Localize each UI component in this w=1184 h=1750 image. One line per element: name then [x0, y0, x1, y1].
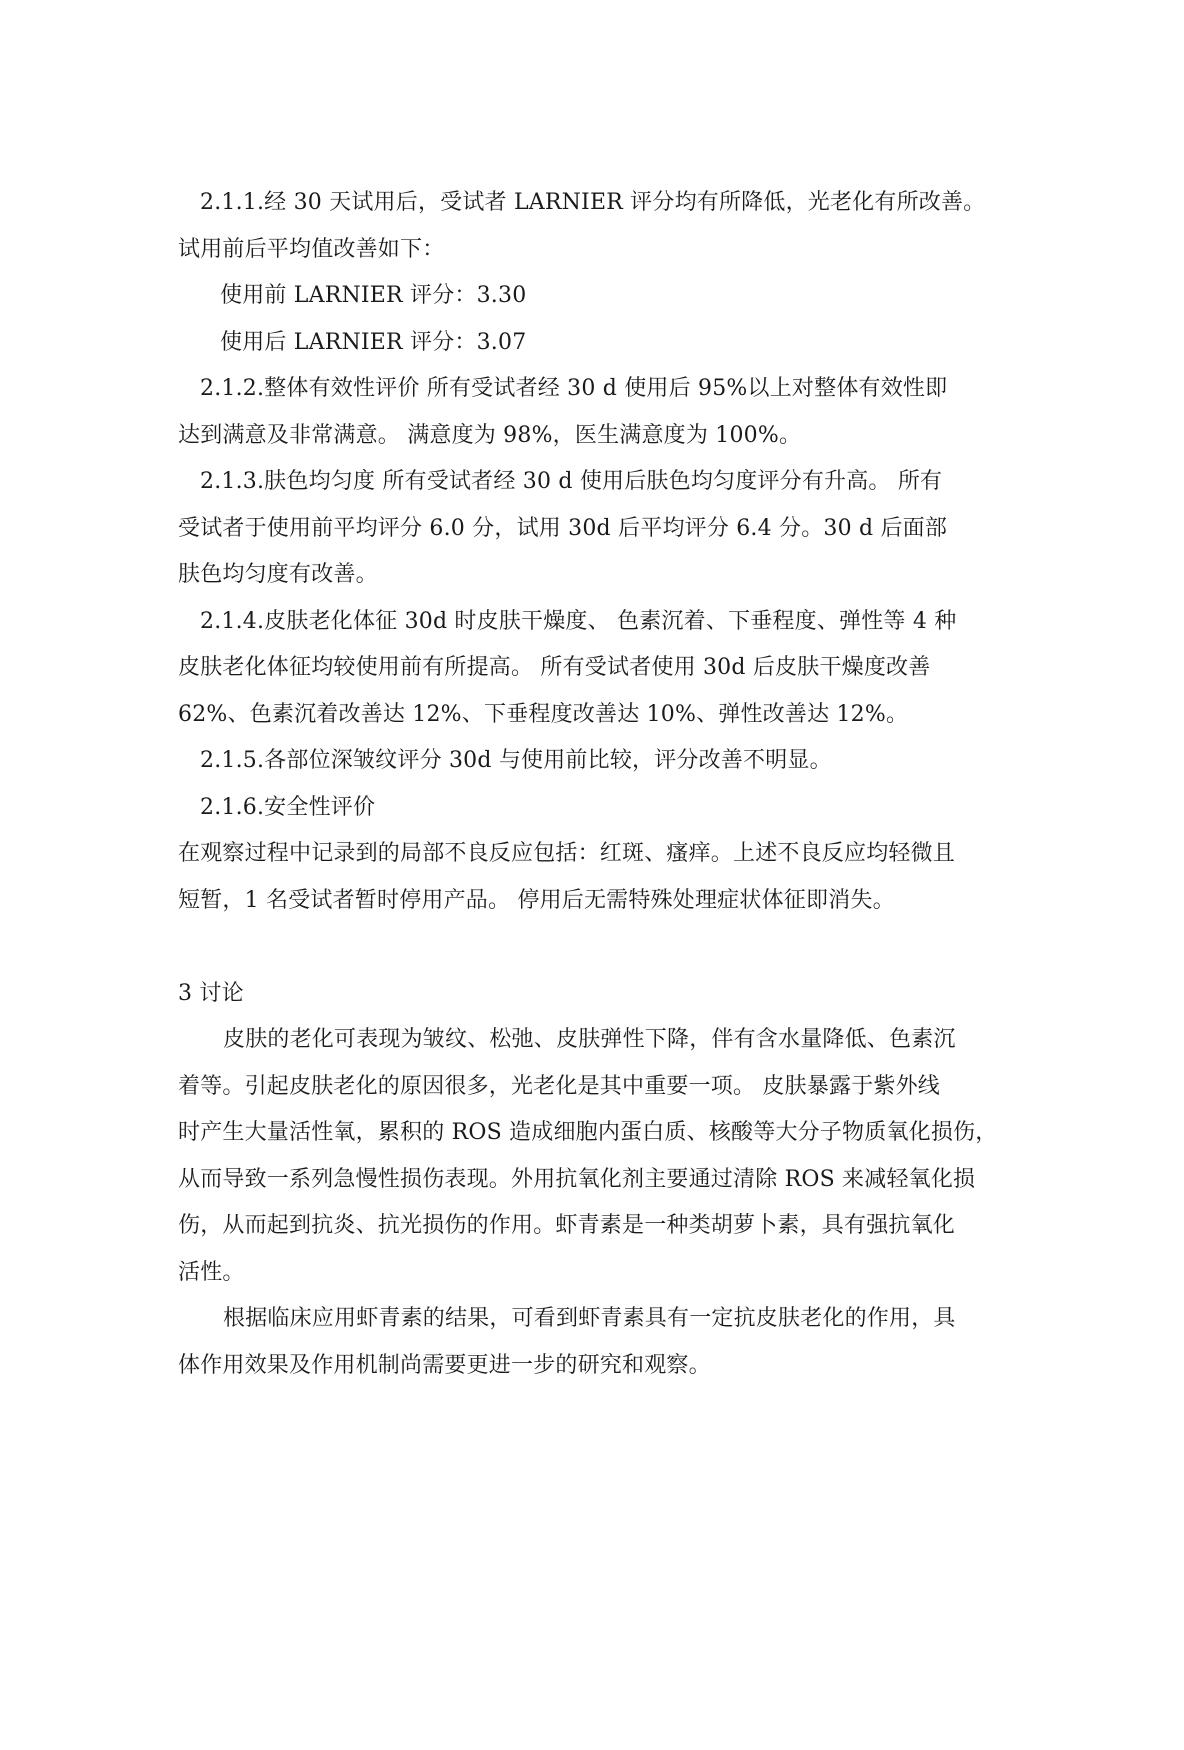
- item-2-1-6-line-2: 短暂，1 名受试者暂时停用产品。 停用后无需特殊处理症状体征即消失。: [178, 887, 895, 913]
- item-2-1-1-line-2: 试用前后平均值改善如下：: [178, 236, 445, 262]
- discussion-para-2-line-1: 根据临床应用虾青素的结果，可看到虾青素具有一定抗皮肤老化的作用，具: [223, 1306, 956, 1331]
- discussion-para-2-line-2: 体作用效果及作用机制尚需要更进一步的研究和观察。: [178, 1352, 711, 1378]
- item-2-1-2-line-1: 2.1.2.整体有效性评价 所有受试者经 30 d 使用后 95%以上对整体有效性即: [200, 376, 948, 401]
- discussion-para-1-line-2: 着等。引起皮肤老化的原因很多，光老化是其中重要一项。 皮肤暴露于紫外线: [178, 1073, 940, 1099]
- section-spacer: [178, 924, 1008, 971]
- larnier-after-score: 使用后 LARNIER 评分：3.07: [220, 329, 527, 355]
- item-2-1-3-line-3: 肤色均匀度有改善。: [178, 562, 378, 587]
- item-2-1-5-line-1: 2.1.5.各部位深皱纹评分 30d 与使用前比较，评分改善不明显。: [200, 748, 832, 773]
- discussion-para-1-line-6: 活性。: [178, 1259, 245, 1285]
- item-2-1-3-line-2: 受试者于使用前平均评分 6.0 分，试用 30d 后平均评分 6.4 分。30 d 后面部: [178, 515, 948, 541]
- item-2-1-4-line-1: 2.1.4.皮肤老化体征 30d 时皮肤干燥度、 色素沉着、下垂程度、弹性等 4 种: [200, 608, 957, 634]
- item-2-1-4-line-2: 皮肤老化体征均较使用前有所提高。 所有受试者使用 30d 后皮肤干燥度改善: [178, 655, 931, 680]
- larnier-before-score: 使用前 LARNIER 评分：3.30: [220, 283, 527, 308]
- item-2-1-2-line-2: 达到满意及非常满意。 满意度为 98%，医生满意度为 100%。: [178, 422, 802, 448]
- document-page: [178, 180, 1008, 1389]
- item-2-1-6-line-1: 在观察过程中记录到的局部不良反应包括：红斑、瘙痒。上述不良反应均轻微且: [178, 841, 956, 866]
- item-2-1-3-line-1: 2.1.3.肤色均匀度 所有受试者经 30 d 使用后肤色均匀度评分有升高。 所有: [200, 469, 943, 494]
- item-2-1-4-line-3: 62%、色素沉着改善达 12%、下垂程度改善达 10%、弹性改善达 12%。: [178, 701, 909, 727]
- discussion-para-1-line-3: 时产生大量活性氧，累积的 ROS 造成细胞内蛋白质、核酸等大分子物质氧化损伤，: [178, 1120, 998, 1145]
- discussion-para-1-line-4: 从而导致一系列急慢性损伤表现。外用抗氧化剂主要通过清除 ROS 来减轻氧化损: [178, 1166, 976, 1192]
- discussion-para-1-line-5: 伤，从而起到抗炎、抗光损伤的作用。虾青素是一种类胡萝卜素，具有强抗氧化: [178, 1213, 956, 1238]
- discussion-para-1-line-1: 皮肤的老化可表现为皱纹、松弛、皮肤弹性下降，伴有含水量降低、色素沉: [223, 1027, 956, 1052]
- section-3-heading: 3 讨论: [178, 980, 244, 1006]
- item-2-1-6-title: 2.1.6.安全性评价: [200, 794, 376, 820]
- item-2-1-1-line-1: 2.1.1.经 30 天试用后，受试者 LARNIER 评分均有所降低，光老化有所改善。: [200, 190, 986, 215]
